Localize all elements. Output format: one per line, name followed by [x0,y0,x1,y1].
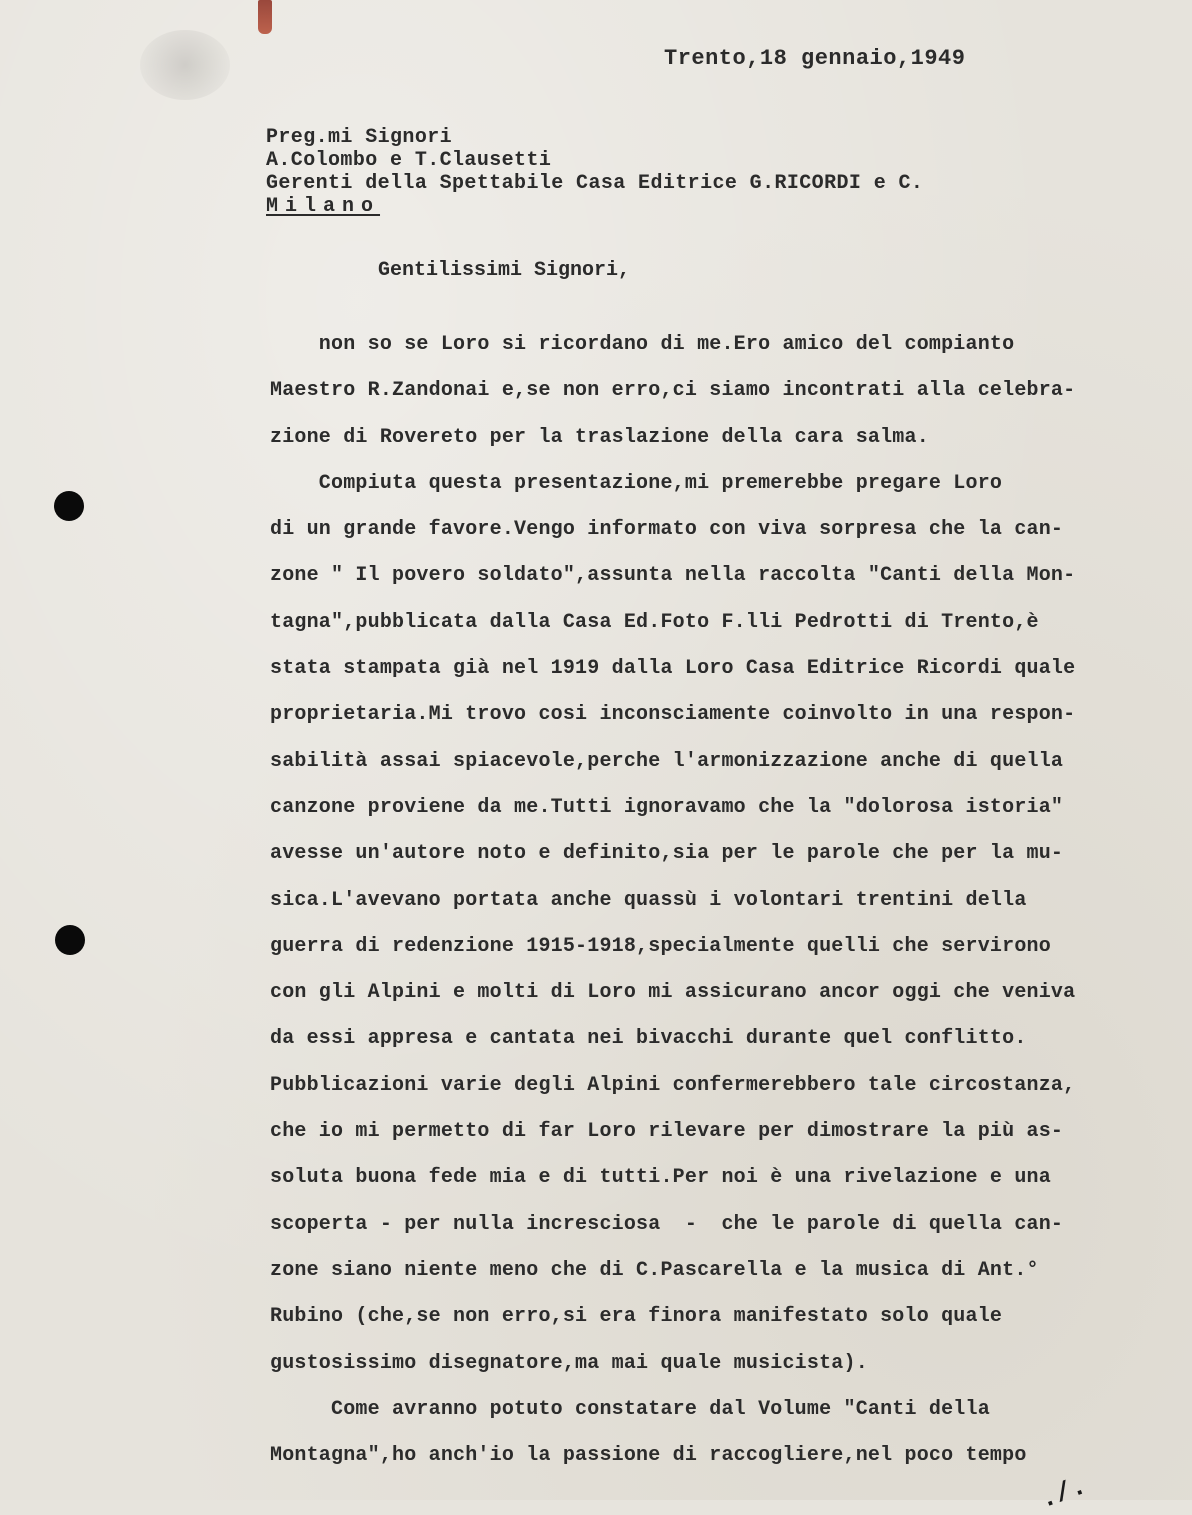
body-line: Pubblicazioni varie degli Alpini confermerebbero tale circostanza, [270,1073,1076,1097]
body-line: canzone proviene da me.Tutti ignoravamo che la "dolorosa istoria" [270,795,1064,819]
recipient-block [266,126,923,218]
body-line: non so se Loro si ricordano di me.Ero amico del compianto [270,333,1015,356]
body-line: da essi appresa e cantata nei bivacchi durante quel conflitto. [270,1027,1027,1051]
body-line: Compiuta questa presentazione,mi premerebbe pregare Loro [270,471,1003,495]
letter-greeting: Gentilissimi Signori, [378,259,631,282]
continuation-mark: ./. [1036,1470,1091,1515]
recipient-line-3: Gerenti della Spettabile Casa Editrice G.RICORDI e C. [266,172,924,195]
punch-hole-top [54,491,84,521]
body-line: sica.L'avevano portata anche quassù i volontari trentini della [270,888,1027,912]
recipient-line-1: Preg.mi Signori [266,126,453,149]
letter-date: Trento,18 gennaio,1949 [664,46,966,71]
body-line: soluta buona fede mia e di tutti.Per noi è una rivelazione e una [270,1166,1051,1190]
body-line: zone siano niente meno che di C.Pascarella e la musica di Ant.° [270,1258,1039,1282]
body-line: Maestro R.Zandonai e,se non erro,ci siamo incontrati alla celebra- [270,379,1076,403]
body-line: stata stampata già nel 1919 dalla Loro Casa Editrice Ricordi quale [270,657,1076,681]
body-line: con gli Alpini e molti di Loro mi assicurano ancor oggi che veniva [270,981,1076,1005]
paper-smudge [140,30,230,100]
body-line: Rubino (che,se non erro,si era finora manifestato solo quale [270,1305,1003,1329]
body-line: guerra di redenzione 1915-1918,specialmente quelli che servirono [270,934,1051,958]
body-line: zone " Il povero soldato",assunta nella raccolta "Canti della Mon- [270,564,1076,588]
body-line: zione di Rovereto per la traslazione della cara salma. [270,425,929,449]
body-line: di un grande favore.Vengo informato con viva sorpresa che la can- [270,518,1064,542]
letter-body [270,322,1170,1479]
body-line: tagna",pubblicata dalla Casa Ed.Foto F.lli Pedrotti di Trento,è [270,610,1039,634]
body-line: Come avranno potuto constatare dal Volume "Canti della [270,1397,990,1421]
body-line: avesse un'autore noto e definito,sia per le parole che per la mu- [270,842,1064,866]
body-line: proprietaria.Mi trovo cosi inconsciamente coinvolto in una respon- [270,703,1076,727]
body-line: Montagna",ho anch'io la passione di raccogliere,nel poco tempo [270,1444,1027,1468]
red-ink-mark [258,0,272,34]
punch-hole-bottom [55,925,85,955]
body-line: gustosissimo disegnatore,ma mai quale musicista). [270,1351,868,1375]
recipient-line-2: A.Colombo e T.Clausetti [266,149,552,172]
body-line: scoperta - per nulla incresciosa - che le parole di quella can- [270,1212,1064,1236]
body-line: che io mi permetto di far Loro rilevare per dimostrare la più as- [270,1120,1064,1144]
body-line: sabilità assai spiacevole,perche l'armonizzazione anche di quella [270,749,1064,773]
recipient-city: Milano [266,195,381,218]
